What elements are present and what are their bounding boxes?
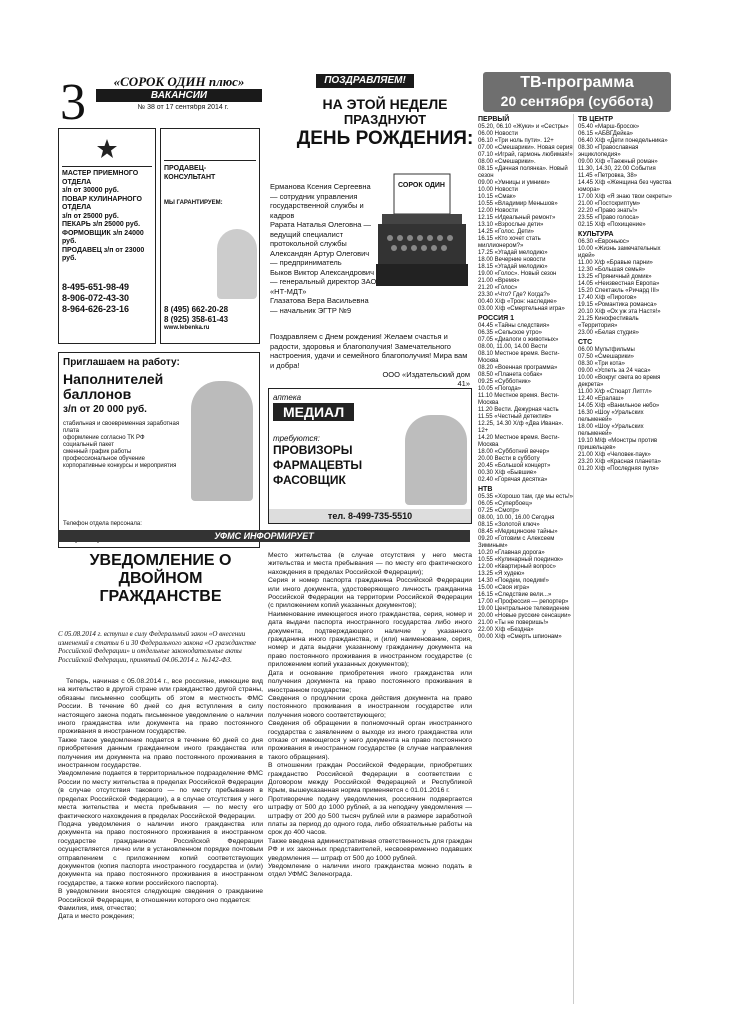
page-number: 3 <box>60 74 86 131</box>
tv-program-item: 14.45 Х/ф «Женщина без чувства юмора» <box>578 180 672 193</box>
tv-program-item: 08.15 «Дачная полянка». Новый сезон <box>478 166 568 179</box>
tv-program-item: 08.15 «Золотой ключ» <box>478 522 540 528</box>
ad-medial <box>268 388 472 524</box>
tv-program-item: 16.15 «Следствие вели...» <box>478 592 552 598</box>
tv-program-item: 08.00, 11.00, 14.00 Вести <box>478 344 548 350</box>
tv-program-item: 14.05 «Неизвестная Европа» <box>578 281 660 287</box>
tv-program-item: 18.15 «Угадай мелодию» <box>478 264 548 270</box>
tv-program-item: 19.00 Центральное телевидение <box>478 606 570 612</box>
tv-program-item: 06.15 «АБВГДейка» <box>578 131 633 137</box>
tv-program-item: 06.30 «Евроньюс» <box>578 239 630 245</box>
tv-program-item: 06.05 «Супербоец» <box>478 501 533 507</box>
tv-program-item: 15.20 Спектакль «Ричард III» <box>578 288 660 294</box>
article-bar: УФМС ИНФОРМИРУЕТ <box>58 530 470 542</box>
tv-program-item: 08.30 «Православная энциклопедия» <box>578 145 639 158</box>
tv-program-item: 21.20 «Голос» <box>478 285 518 291</box>
tv-program-item: 11.00 Х/ф «Стюарт Литтл» <box>578 389 652 395</box>
ad-medial-required: требуются: <box>273 434 320 443</box>
tv-header <box>483 72 671 112</box>
congrats-heading-3: ДЕНЬ РОЖДЕНИЯ: <box>296 128 474 149</box>
tv-program-item: 08.30 «Три кота» <box>578 361 625 367</box>
tv-column-left <box>478 114 574 1004</box>
tv-program-item: 17.25 «Угадай мелодию» <box>478 250 548 256</box>
tv-channel-name: ТВ ЦЕНТР <box>578 116 614 123</box>
ad-phone: 8-495-651-98-49 <box>62 281 130 292</box>
tv-program-item: 02.40 «Горячая десятка» <box>478 477 548 483</box>
tv-program-item: 07.05 «Диалоги о животных» <box>478 337 559 343</box>
ad-line: ПРОДАВЕЦ з/п от 23000 руб. <box>62 246 145 262</box>
tv-program-item: 20.10 Х/ф «Ох уж эта Настя!» <box>578 309 661 315</box>
ad-medial-job: ФАСОВЩИК <box>273 473 346 487</box>
tv-channel-name: НТВ <box>478 486 493 493</box>
tv-program-item: 10.00 «Жизнь замечательных идей» <box>578 246 661 259</box>
ad-filler <box>58 352 260 548</box>
tv-program-item: 07.00 «Смешарики». Новая серия <box>478 145 573 151</box>
ad-phone: 8 (495) 662-20-28 <box>164 305 229 314</box>
tv-program-item: 11.20 Вести. Дежурная часть <box>478 407 559 413</box>
tv-channel-list <box>578 239 673 337</box>
ad-line: з/п от 25000 руб. <box>62 212 119 220</box>
ad-phone: 8-906-072-43-30 <box>62 292 130 303</box>
tv-program-item: 08.45 «Медицинские тайны» <box>478 529 558 535</box>
tv-program-item: 05.20, 06.10 «Жуки» и «Сестры» <box>478 124 569 130</box>
tv-program-item: 07.25 «Смотр» <box>478 508 520 514</box>
ad-phone: 8-964-626-23-16 <box>62 303 130 314</box>
tv-program-item: 08.00, 10.00, 16.00 Сегодня <box>478 515 555 521</box>
tv-program-item: 11.00 Х/ф «Бравые парни» <box>578 260 653 266</box>
congrats-names: Ерманова Ксения Сергеевна — сотрудник управления государственной службы и кадров Рарата Наталья Олеговна — ведущий специалист протокольной службы Александян Артур Олегович — предприниматель Быков Виктор Александрович — генеральный директор ЗАО «НТ-МДТ» Глазатова Вера Васильевна — начальник ЭГТР №9 <box>270 182 377 315</box>
article-lead: С 05.08.2014 г. вступил в силу Федеральный закон «О внесении изменений в статьи 6 и 30 Федерального закона «О гражданстве Российской Федерации» и отдельные законодательные акты Российской Федерации, принятый 04.06.2014 г. №142-ФЗ. <box>58 630 257 664</box>
tv-program-item: 13.25 «Пряничный домик» <box>578 274 652 280</box>
tv-program-item: 06.10 «Три ноль пути». 12+ <box>478 138 554 144</box>
tv-channel <box>578 116 673 229</box>
tv-program-item: 08.20 «Военная программа» <box>478 365 558 371</box>
tv-program-item: 23.00 «Белая студия» <box>578 330 639 336</box>
tv-program-item: 23.30 «Что? Где? Когда?» <box>478 292 550 298</box>
tv-channel <box>578 339 673 473</box>
tv-program-item: 20.45 «Большой концерт» <box>478 463 551 469</box>
ad-medial-job: ФАРМАЦЕВТЫ <box>273 458 363 472</box>
tv-program-item: 00.30 Х/ф «Бывшие» <box>478 470 537 476</box>
tv-program-item: 00.00 Х/ф «Смерть шпионам» <box>478 634 562 640</box>
typewriter-label: СОРОК ОДИН <box>398 182 445 189</box>
tv-program-item: 08.50 «Планета собак» <box>478 372 543 378</box>
issue-line: № 38 от 17 сентября 2014 г. <box>137 104 229 111</box>
tv-program-item: 12.30 «Большая семья» <box>578 267 646 273</box>
ad-line: ПОВАР КУЛИНАРНОГО ОТДЕЛА <box>62 195 142 211</box>
tv-program-item: 10.20 «Главная дорога» <box>478 550 545 556</box>
tv-program-item: 11.55 «Честный детектив» <box>478 414 552 420</box>
congrats-signature: ООО «Издательский дом 41» <box>382 370 470 388</box>
tv-program-item: 23.55 «Право голоса» <box>578 215 639 221</box>
ad-medial-brand: МЕДИАЛ <box>273 403 354 421</box>
article-title: УВЕДОМЛЕНИЕ О ДВОЙНОМ ГРАЖДАНСТВЕ <box>89 552 232 605</box>
tv-program-item: 14.25 «Голос. Дети» <box>478 229 534 235</box>
ad-line: з/п от 30000 руб. <box>62 187 119 194</box>
tv-channel <box>578 231 673 337</box>
tv-program-item: 01.20 Х/ф «Последняя пуля» <box>578 466 659 472</box>
tv-program-item: 21.00 «Время» <box>478 278 520 284</box>
tv-program-item: 06.40 Х/ф «Дети понедельника» <box>578 138 668 144</box>
ad-medial-job: ПРОВИЗОРЫ <box>273 443 353 457</box>
tv-channel-name: РОССИЯ 1 <box>478 315 515 322</box>
tv-program-item: 10.00 «Вокруг света во время декрета» <box>578 375 661 388</box>
typewriter-image <box>372 168 472 292</box>
ad-consultant <box>160 128 260 344</box>
tv-program-item: 08.10 Местное время. Вести-Москва <box>478 351 560 364</box>
pharmacist-photo <box>405 415 467 505</box>
ad-bullet: сменный график работы <box>63 449 132 455</box>
tv-program-item: 09.25 «Субботник» <box>478 379 531 385</box>
article-col-2: Место жительства (в случае отсутствия у него места жительства и места пребывания — по месту его фактического нахождения в пределах Российской Федерации); Серия и номер паспорта гражданина Российской Федерации или иного документа, удостоверяющего личность гражданина Российской Федерации на территории Российской Федерации (с приложением копий указанных документов); Наименование имеющегося иного гражданства, серия, номер и дата выдачи паспорта иностранного государства либо иного документа, подтверждающего наличие у указанного гражданина иного гражданства, и (или) наименование, серия, номер и дата выдачи указанному гражданину документа на право постоянного проживания в иностранном государстве (с приложением копий указанных документов); Дата и основание приобретения иного гражданства или получения документа на право постоянного проживания в иностранном государстве; Сведения о продлении срока действия документа на право постоянного проживания в иностранном государстве или получения нового соответствующего; Сведения об обращении в полномочный орган иностранного государства с заявлением о выходе из иного гражданства или отказе от имеющегося у него документа на право постоянного проживания в иностранном государстве (в случае направления такого обращения). В отношении граждан Российской Федерации, приобретших гражданство Российской Федерации в соответствии с Договором между Российской Федерацией и Республикой Крым, вышеуказанная норма применяется с 01.01.2016 г. Противоречие подачу уведомления, россиянин подвергается штрафу от 500 до 1000 рублей, а за неподачу уведомления — штрафу от 200 до 500 тысяч рублей или в размере заработной платы за период до одного года, либо обязательные работы на срок до 400 часов. Также введена административная ответственность для граждан РФ и их законных представителей, несвоевременно подавших уведомления — штраф от 500 до 1000 рублей. Уведомление о наличии иного гражданства можно подать в отдел УФМС Зеленограда. <box>268 552 472 879</box>
tv-program-item: 09.20 «Готовим с Алексеем Зиминым» <box>478 536 555 549</box>
tv-program-item: 22.00 Х/ф «Бездна» <box>478 627 534 633</box>
ad-bakery-logo <box>62 132 152 167</box>
ad-filler-invite: Приглашаем на работу: <box>63 357 180 368</box>
tv-program-item: 21.00 «Постскриптум» <box>578 201 641 207</box>
article-col-1: Теперь, начиная с 05.08.2014 г., все россияне, имеющие вид на жительство в другой стране или гражданство другой страны, обязаны письменно сообщить об этом в местность ФМС России. В течение 60 дней со дня вступления в силу настоящего закона подать письменное уведомление о наличии иного гражданства или документа на право постоянного проживания в иностранном государстве. Также такое уведомление подается в течение 60 дней со дня приобретения данным гражданином иного гражданства или получения им документа на право постоянного проживания в иностранном государстве. Уведомление подается в территориальное подразделение ФМС России по месту жительства в пределах Российской Федерации (в случае отсутствия такового — по месту пребывания в пределах Российской Федерации), а в случае отсутствия у него места жительства и места пребывания — по месту его фактического нахождения в пределах Российской Федерации. Подача уведомления о наличии иного гражданства или документа на право постоянного проживания в иностранном государстве гражданином Российской Федерации осуществляется лично или в установленном порядке почтовым отправлением с приложением копий соответствующих документов (копия паспорта иностранного государства и (или) документа на право постоянного проживания в иностранном государстве, а также копии российского паспорта). В уведомлении вносятся следующие сведения о гражданине Российской Федерации, в отношении которого оно подается: Фамилия, имя, отчество; Дата и место рождения; <box>58 678 263 921</box>
tv-channel-list <box>478 323 573 484</box>
tv-program-item: 12.00 Новости <box>478 208 518 214</box>
tv-program-item: 22.20 «Право знать!» <box>578 208 638 214</box>
tv-program-item: 09.00 «Успеть за 24 часа» <box>578 368 651 374</box>
tv-program-item: 06.00 Мультфильмы <box>578 347 635 353</box>
tv-program-item: 14.30 «Поедем, поедим!» <box>478 578 549 584</box>
tv-program-item: 20.00 Вести в субботу <box>478 456 540 462</box>
ad-bullet: корпоративные конкурсы и мероприятия <box>63 463 177 469</box>
tv-program-item: 18.00 «Шоу «Уральских пельменей» <box>578 424 644 437</box>
ad-phone: 8 (925) 358-61-43 <box>164 315 229 324</box>
tv-program-item: 09.00 Х/ф «Таежный роман» <box>578 159 658 165</box>
congrats-heading-2: ПРАЗДНУЮТ <box>343 112 427 127</box>
ad-bakery <box>58 128 156 344</box>
ad-bullet: оформление согласно ТК РФ <box>63 435 145 441</box>
ad-line: ПЕКАРЬ з/п 25000 руб. <box>62 221 141 228</box>
ad-consultant-heading: ПРОДАВЕЦ-КОНСУЛЬТАНТ <box>164 165 216 181</box>
tv-program-item: 05.35 «Хорошо там, где мы есть!» <box>478 494 574 500</box>
ad-bullet: социальный пакет <box>63 442 114 448</box>
ad-bullet: стабильная и своевременная заработная плата <box>63 421 180 434</box>
tv-program-item: 17.40 Х/ф «Пирогов» <box>578 295 637 301</box>
tv-program-item: 12.15 «Идеальный ремонт» <box>478 215 556 221</box>
tv-program-item: 19.15 «Романтика романса» <box>578 302 657 308</box>
star-icon <box>96 138 118 160</box>
tv-program-item: 18.00 Вечерние новости <box>478 257 546 263</box>
congrats-wish: Поздравляем с Днем рождения! Желаем счастья и радости, здоровья и благополучия! Замечательного настроения, удачи и семейного благополучия! Мира вам и добра! <box>270 332 468 370</box>
tv-title: ТВ-программа <box>520 74 634 91</box>
tv-program-item: 03.00 Х/ф «Смертельная игра» <box>478 306 565 312</box>
tv-channel-name: СТС <box>578 339 593 346</box>
tv-program-item: 08.00 «Смешарики». <box>478 159 536 165</box>
tv-program-item: 12.25, 14.30 Х/ф «Два Ивана». 12+ <box>478 421 564 434</box>
tv-program-item: 13.25 «Я худею» <box>478 571 525 577</box>
tv-program-item: 11.30, 14.30, 22.00 События <box>578 166 656 172</box>
ad-line: ФОРМОВЩИК з/п 24000 руб. <box>62 229 144 245</box>
tv-program-item: 13.10 «Взрослые дети» <box>478 222 544 228</box>
tv-program-item: 17.00 «Профессия — репортер» <box>478 599 569 605</box>
tv-program-item: 06.35 «Сельское утро» <box>478 330 542 336</box>
ad-filler-salary: з/п от 20 000 руб. <box>63 404 147 415</box>
tv-program-item: 18.00 «Субботний вечер» <box>478 449 550 455</box>
ad-medial-pharmacy: аптека <box>273 393 302 402</box>
tv-column-right <box>578 114 673 1004</box>
tv-channel-list <box>478 124 573 313</box>
tv-program-item: 21.25 Кинофестиваль «Территория» <box>578 316 639 329</box>
tv-channel <box>478 315 573 484</box>
tv-program-item: 14.05 Х/ф «Ванильное небо» <box>578 403 660 409</box>
tv-program-item: 10.05 «Погода» <box>478 386 522 392</box>
tv-channel-name: ПЕРВЫЙ <box>478 116 510 123</box>
tv-program-item: 21.00 Х/ф «Человек-паук» <box>578 452 651 458</box>
tv-program-item: 07.50 «Смешарики» <box>578 354 634 360</box>
tv-program-item: 12.00 «Квартирный вопрос» <box>478 564 556 570</box>
ad-filler-title: Наполнителей баллонов <box>63 371 164 402</box>
tv-program-item: 21.00 «Ты не поверишь!» <box>478 620 549 626</box>
tv-program-item: 19.10 М/ф «Монстры против пришельцев» <box>578 438 658 451</box>
section-congrats: ПОЗДРАВЛЯЕМ! <box>316 74 414 88</box>
ad-consultant-subheading: МЫ ГАРАНТИРУЕМ: <box>164 200 223 206</box>
tv-channel-list <box>478 494 573 641</box>
tv-program-item: 09.00 «Умницы и умники» <box>478 180 550 186</box>
tv-program-item: 23.20 Х/ф «Красная планета» <box>578 459 661 465</box>
ad-line: МАСТЕР ПРИЕМНОГО ОТДЕЛА <box>62 170 139 186</box>
tv-program-item: 19.00 «Голос». Новый сезон <box>478 271 557 277</box>
tv-program-item: 20.00 «Новые русские сенсации» <box>478 613 571 619</box>
tv-program-item: 00.40 Х/ф «Трон: наследие» <box>478 299 557 305</box>
ad-filler-phone-label: Телефон отдела персонала: <box>63 521 142 527</box>
tv-channel-list <box>578 347 673 473</box>
tv-program-item: 07.10 «Играй, гармонь любимая!» <box>478 152 573 158</box>
tv-program-item: 10.15 «Смак» <box>478 194 516 200</box>
tv-channel <box>478 486 573 641</box>
tv-program-item: 10.55 «Владимир Меньшов» <box>478 201 558 207</box>
tv-program-item: 11.45 «Петровка, 38» <box>578 173 638 179</box>
tv-program-item: 10.55 «Кулинарный поединок» <box>478 557 564 563</box>
tv-program-item: 06.00 Новости <box>478 131 518 137</box>
tv-program-item: 10.00 Новости <box>478 187 518 193</box>
congrats-heading-1: НА ЭТОЙ НЕДЕЛЕ <box>322 96 448 112</box>
ad-site: www.lebenka.ru <box>164 325 210 331</box>
tv-channel <box>478 116 573 313</box>
person-photo <box>217 229 257 299</box>
tv-program-item: 11.10 Местное время. Вести-Москва <box>478 393 560 406</box>
paper-title: «СОРОК ОДИН плюс» <box>113 74 245 89</box>
tv-program-item: 02.15 Х/ф «Похищение» <box>578 222 646 228</box>
ad-medial-phone: тел. 8-499-735-5510 <box>269 509 471 523</box>
tv-program-item: 04.45 «Тайны следствия» <box>478 323 550 329</box>
tv-program-item: 16.15 «Кто хочет стать миллионером?» <box>478 236 541 249</box>
tv-program-item: 16.30 «Шоу «Уральских пельменей» <box>578 410 644 423</box>
tv-channel-name: КУЛЬТУРА <box>578 231 614 238</box>
ad-consultant-header <box>164 132 256 161</box>
tv-program-item: 12.40 «Ералаш» <box>578 396 624 402</box>
tv-program-item: 15.00 «Своя игра» <box>478 585 530 591</box>
tv-program-item: 05.40 «Марш-бросок» <box>578 124 640 130</box>
tv-date: 20 сентября (суббота) <box>500 93 654 109</box>
ad-bullet: профессиональное обучение <box>63 456 145 462</box>
tv-program-item: 17.00 Х/ф «Я знаю твои секреты» <box>578 194 672 200</box>
tv-channel-list <box>578 124 673 229</box>
section-vacancies: ВАКАНСИИ <box>96 89 262 102</box>
workers-photo <box>191 381 253 501</box>
tv-program-item: 14.20 Местное время. Вести-Москва <box>478 435 560 448</box>
